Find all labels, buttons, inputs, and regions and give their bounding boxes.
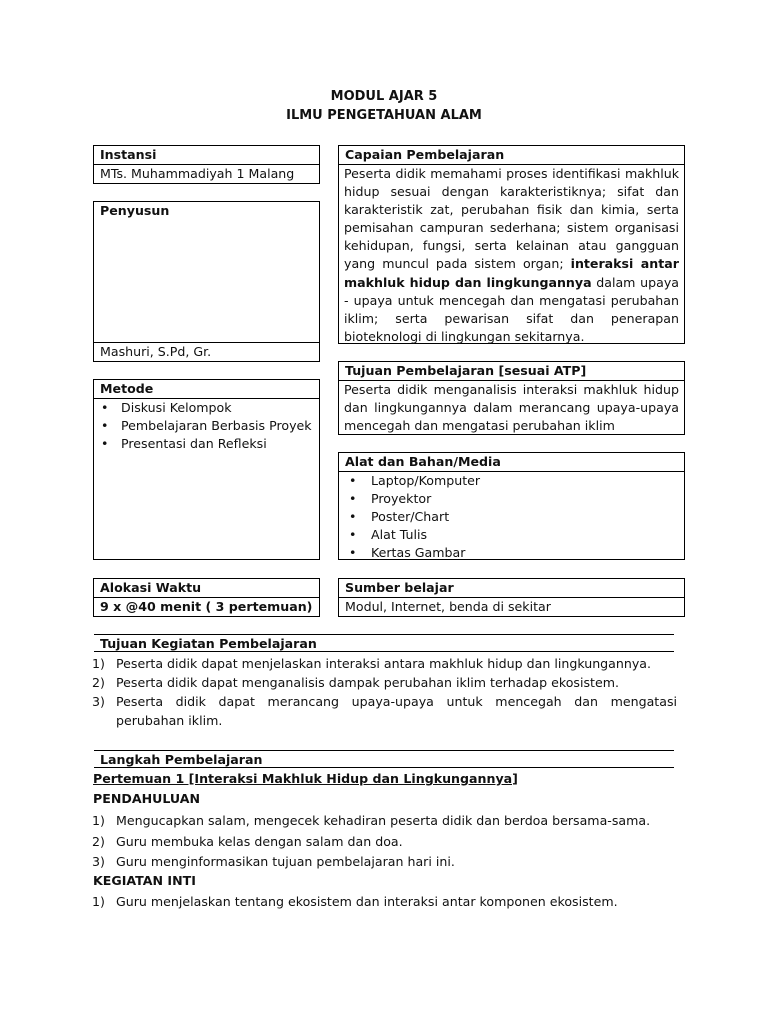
alokasi-value: 9 x @40 menit ( 3 pertemuan) [100,599,313,614]
capaian-text [339,165,684,346]
instansi-box [93,145,320,184]
list-item: • Diskusi Kelompok [94,399,319,417]
instansi-value: MTs. Muhammadiyah 1 Malang [100,166,295,181]
penyusun-label: Penyusun [100,203,170,218]
sumber-box [338,578,685,617]
penyusun-box [93,201,320,362]
langkah-header: Langkah Pembelajaran [94,750,674,768]
tujuan-kegiatan-header: Tujuan Kegiatan Pembelajaran [94,634,674,652]
capaian-text-bold: interaksi antar makhluk hidup dan lingkungannya [344,256,679,290]
list-item: • Laptop/Komputer [339,472,684,490]
list-item: • Proyektor [339,490,684,508]
list-item: 1) Mengucapkan salam, mengecek kehadiran peserta didik dan berdoa bersama-sama. [92,813,651,828]
inti-list [92,892,677,911]
list-item: • Pembelajaran Berbasis Proyek [94,417,319,435]
tujuan-kegiatan-list [92,654,677,730]
page-subtitle: ILMU PENGETAHUAN ALAM [286,108,482,123]
penyusun-value: Mashuri, S.Pd, Gr. [94,342,319,361]
pertemuan-title: Pertemuan 1 [Interaksi Makhluk Hidup dan Lingkungannya] [93,771,518,786]
pendahuluan-list [92,811,677,873]
list-item: • Kertas Gambar [339,544,684,562]
list-item: 2) Guru membuka kelas dengan salam dan doa. [92,833,403,849]
list-item: • Presentasi dan Refleksi [94,435,319,453]
list-item: • Alat Tulis [339,526,684,544]
page-title: MODUL AJAR 5 [330,89,438,104]
sumber-label: Sumber belajar [339,579,684,598]
alat-label: Alat dan Bahan/Media [339,453,684,472]
metode-box [93,379,320,560]
list-item: 3) Guru menginformasikan tujuan pembelajaran hari ini. [92,854,455,869]
list-item: 1) Peserta didik dapat menjelaskan interaksi antara makhluk hidup dan lingkungannya. [92,656,652,671]
capaian-label: Capaian Pembelajaran [339,146,684,165]
alokasi-box [93,578,320,617]
inti-label: KEGIATAN INTI [93,873,196,888]
list-item: 3) Peserta didik dapat merancang upaya-upaya untuk mencegah dan mengatasi perubahan iklim. [92,694,677,728]
metode-list [94,399,319,453]
alat-list [339,472,684,562]
capaian-text-before: Peserta didik memahami proses identifikasi makhluk hidup sesuai dengan karakteristiknya; sifat dan karakteristik zat, perubahan fisik dan kimia, serta pemisahan campuran sederhana; sistem organisasi kehidupan, fungsi, serta kelainan atau gangguan yang muncul pada sistem organ; [344,166,679,272]
list-item: • Poster/Chart [339,508,684,526]
tujuan-atp-text: Peserta didik menganalisis interaksi makhluk hidup dan lingkungannya dalam merancang upaya-upaya mencegah dan mengatasi perubahan iklim [344,382,679,434]
tujuan-atp-box [338,361,685,435]
list-item: 2) Peserta didik dapat menganalisis dampak perubahan iklim terhadap ekosistem. [92,675,619,690]
pendahuluan-label: PENDAHULUAN [93,791,201,806]
list-item: 1) Guru menjelaskan tentang ekosistem dan interaksi antar komponen ekosistem. [92,894,618,909]
capaian-text-after: dalam upaya - upaya untuk mencegah dan mengatasi perubahan iklim; serta pewarisan sifat dan penerapan bioteknologi di lingkungan sekitarnya. [344,274,679,344]
instansi-label: Instansi [94,146,319,165]
sumber-value: Modul, Internet, benda di sekitar [345,599,551,614]
alat-box [338,452,685,560]
tujuan-atp-label: Tujuan Pembelajaran [sesuai ATP] [339,362,684,381]
capaian-box [338,145,685,344]
metode-label: Metode [94,380,319,399]
alokasi-label: Alokasi Waktu [94,579,319,598]
